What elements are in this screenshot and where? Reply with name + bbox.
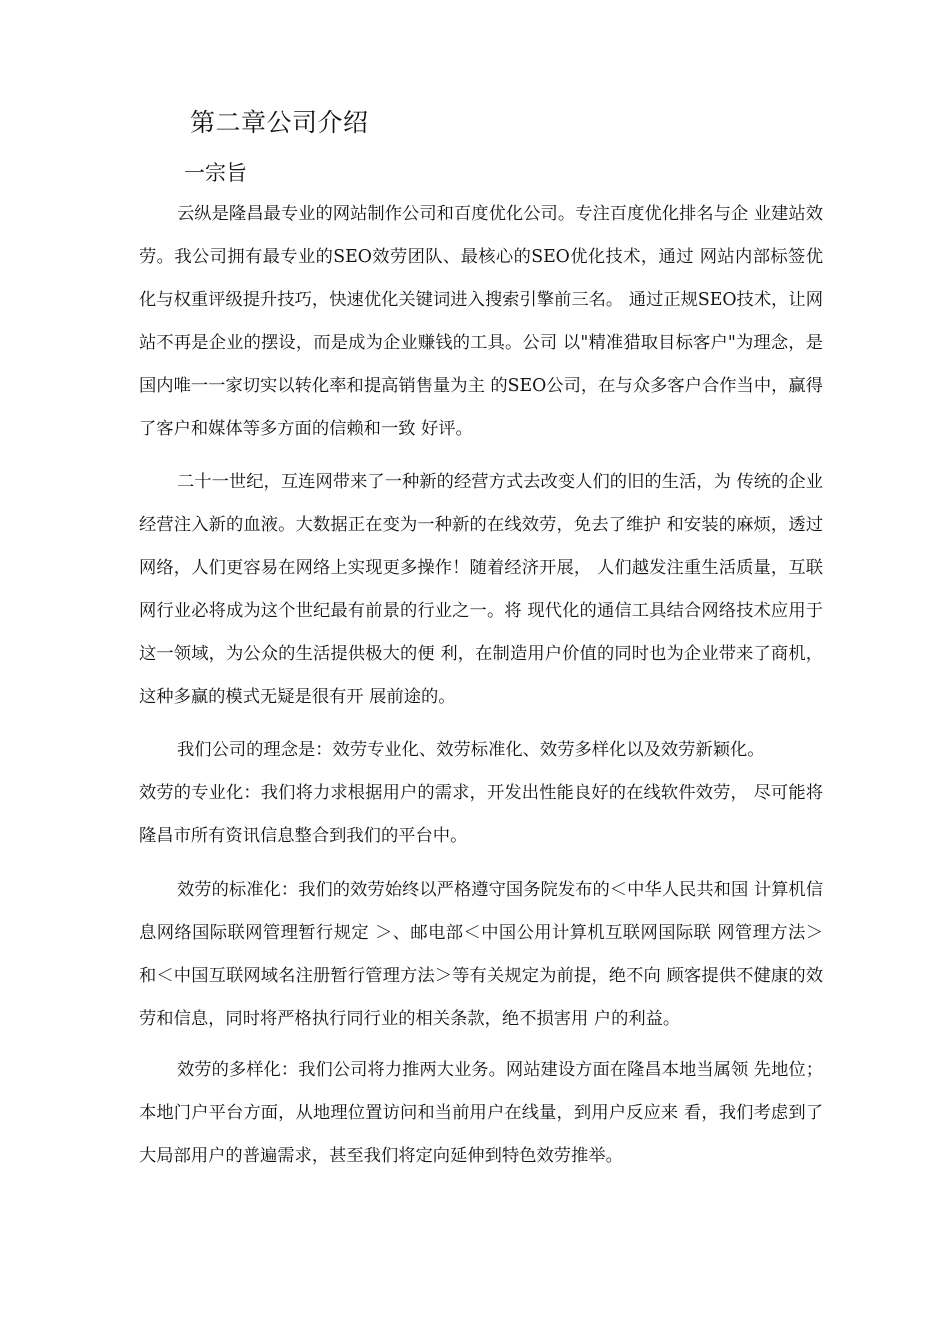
chapter-title: 第二章公司介绍 [190, 108, 369, 137]
paragraph-diverse-service: 效劳的多样化：我们公司将力推两大业务。网站建设方面在隆昌本地当属领 先地位；本地门户平台方面，从地理位置访问和当前用户在线量，到用户反应来 看，我们考虑到了大局部用户的普遍需求，甚至我们将定向延伸到特色效劳推举。 [139, 1060, 823, 1166]
paragraph-company-intro: 云纵是隆昌最专业的网站制作公司和百度优化公司。专注百度优化排名与企 业建站效劳。我公司拥有最专业的SEO效劳团队、最核心的SEO优化技术，通过 网站内部标签优化与权重评级提升技巧，快速优化关键词进入搜索引擎前三名。 通过正规SEO技术，让网站不再是企业的摆设，而是成为企业赚钱的工具。公司 以"精准猎取目标客户"为理念，是国内唯一一家切实以转化率和提高销售量为主 的SEO公司，在与众多客户合作当中，赢得了客户和媒体等多方面的信赖和一致 好评。 [139, 204, 823, 439]
section-title: 一宗旨 [184, 161, 247, 185]
paragraph-professional-service: 效劳的专业化：我们将力求根据用户的需求，开发出性能良好的在线软件效劳， 尽可能将隆昌市所有资讯信息整合到我们的平台中。 [139, 783, 823, 846]
paragraph-philosophy: 我们公司的理念是：效劳专业化、效劳标准化、效劳多样化以及效劳新颖化。 [177, 740, 765, 760]
paragraph-internet-era: 二十一世纪，互连网带来了一种新的经营方式去改变人们的旧的生活，为 传统的企业经营注入新的血液。大数据正在变为一种新的在线效劳，免去了维护 和安装的麻烦，透过网络，人们更容易在网络上实现更多操作！随着经济开展， 人们越发注重生活质量，互联网行业必将成为这个世纪最有前景的行业之一。将 现代化的通信工具结合网络技术应用于这一领域，为公众的生活提供极大的便 利，在制造用户价值的同时也为企业带来了商机，这种多赢的模式无疑是很有开 展前途的。 [139, 472, 823, 707]
paragraph-standard-service: 效劳的标准化：我们的效劳始终以严格遵守国务院发布的＜中华人民共和国 计算机信息网络国际联网管理暂行规定 ＞、邮电部＜中国公用计算机互联网国际联 网管理方法＞和＜中国互联网域名注册暂行管理方法＞等有关规定为前提，绝不向 顾客提供不健康的效劳和信息，同时将严格执行同行业的相关条款，绝不损害用 户的利益。 [139, 880, 823, 1029]
